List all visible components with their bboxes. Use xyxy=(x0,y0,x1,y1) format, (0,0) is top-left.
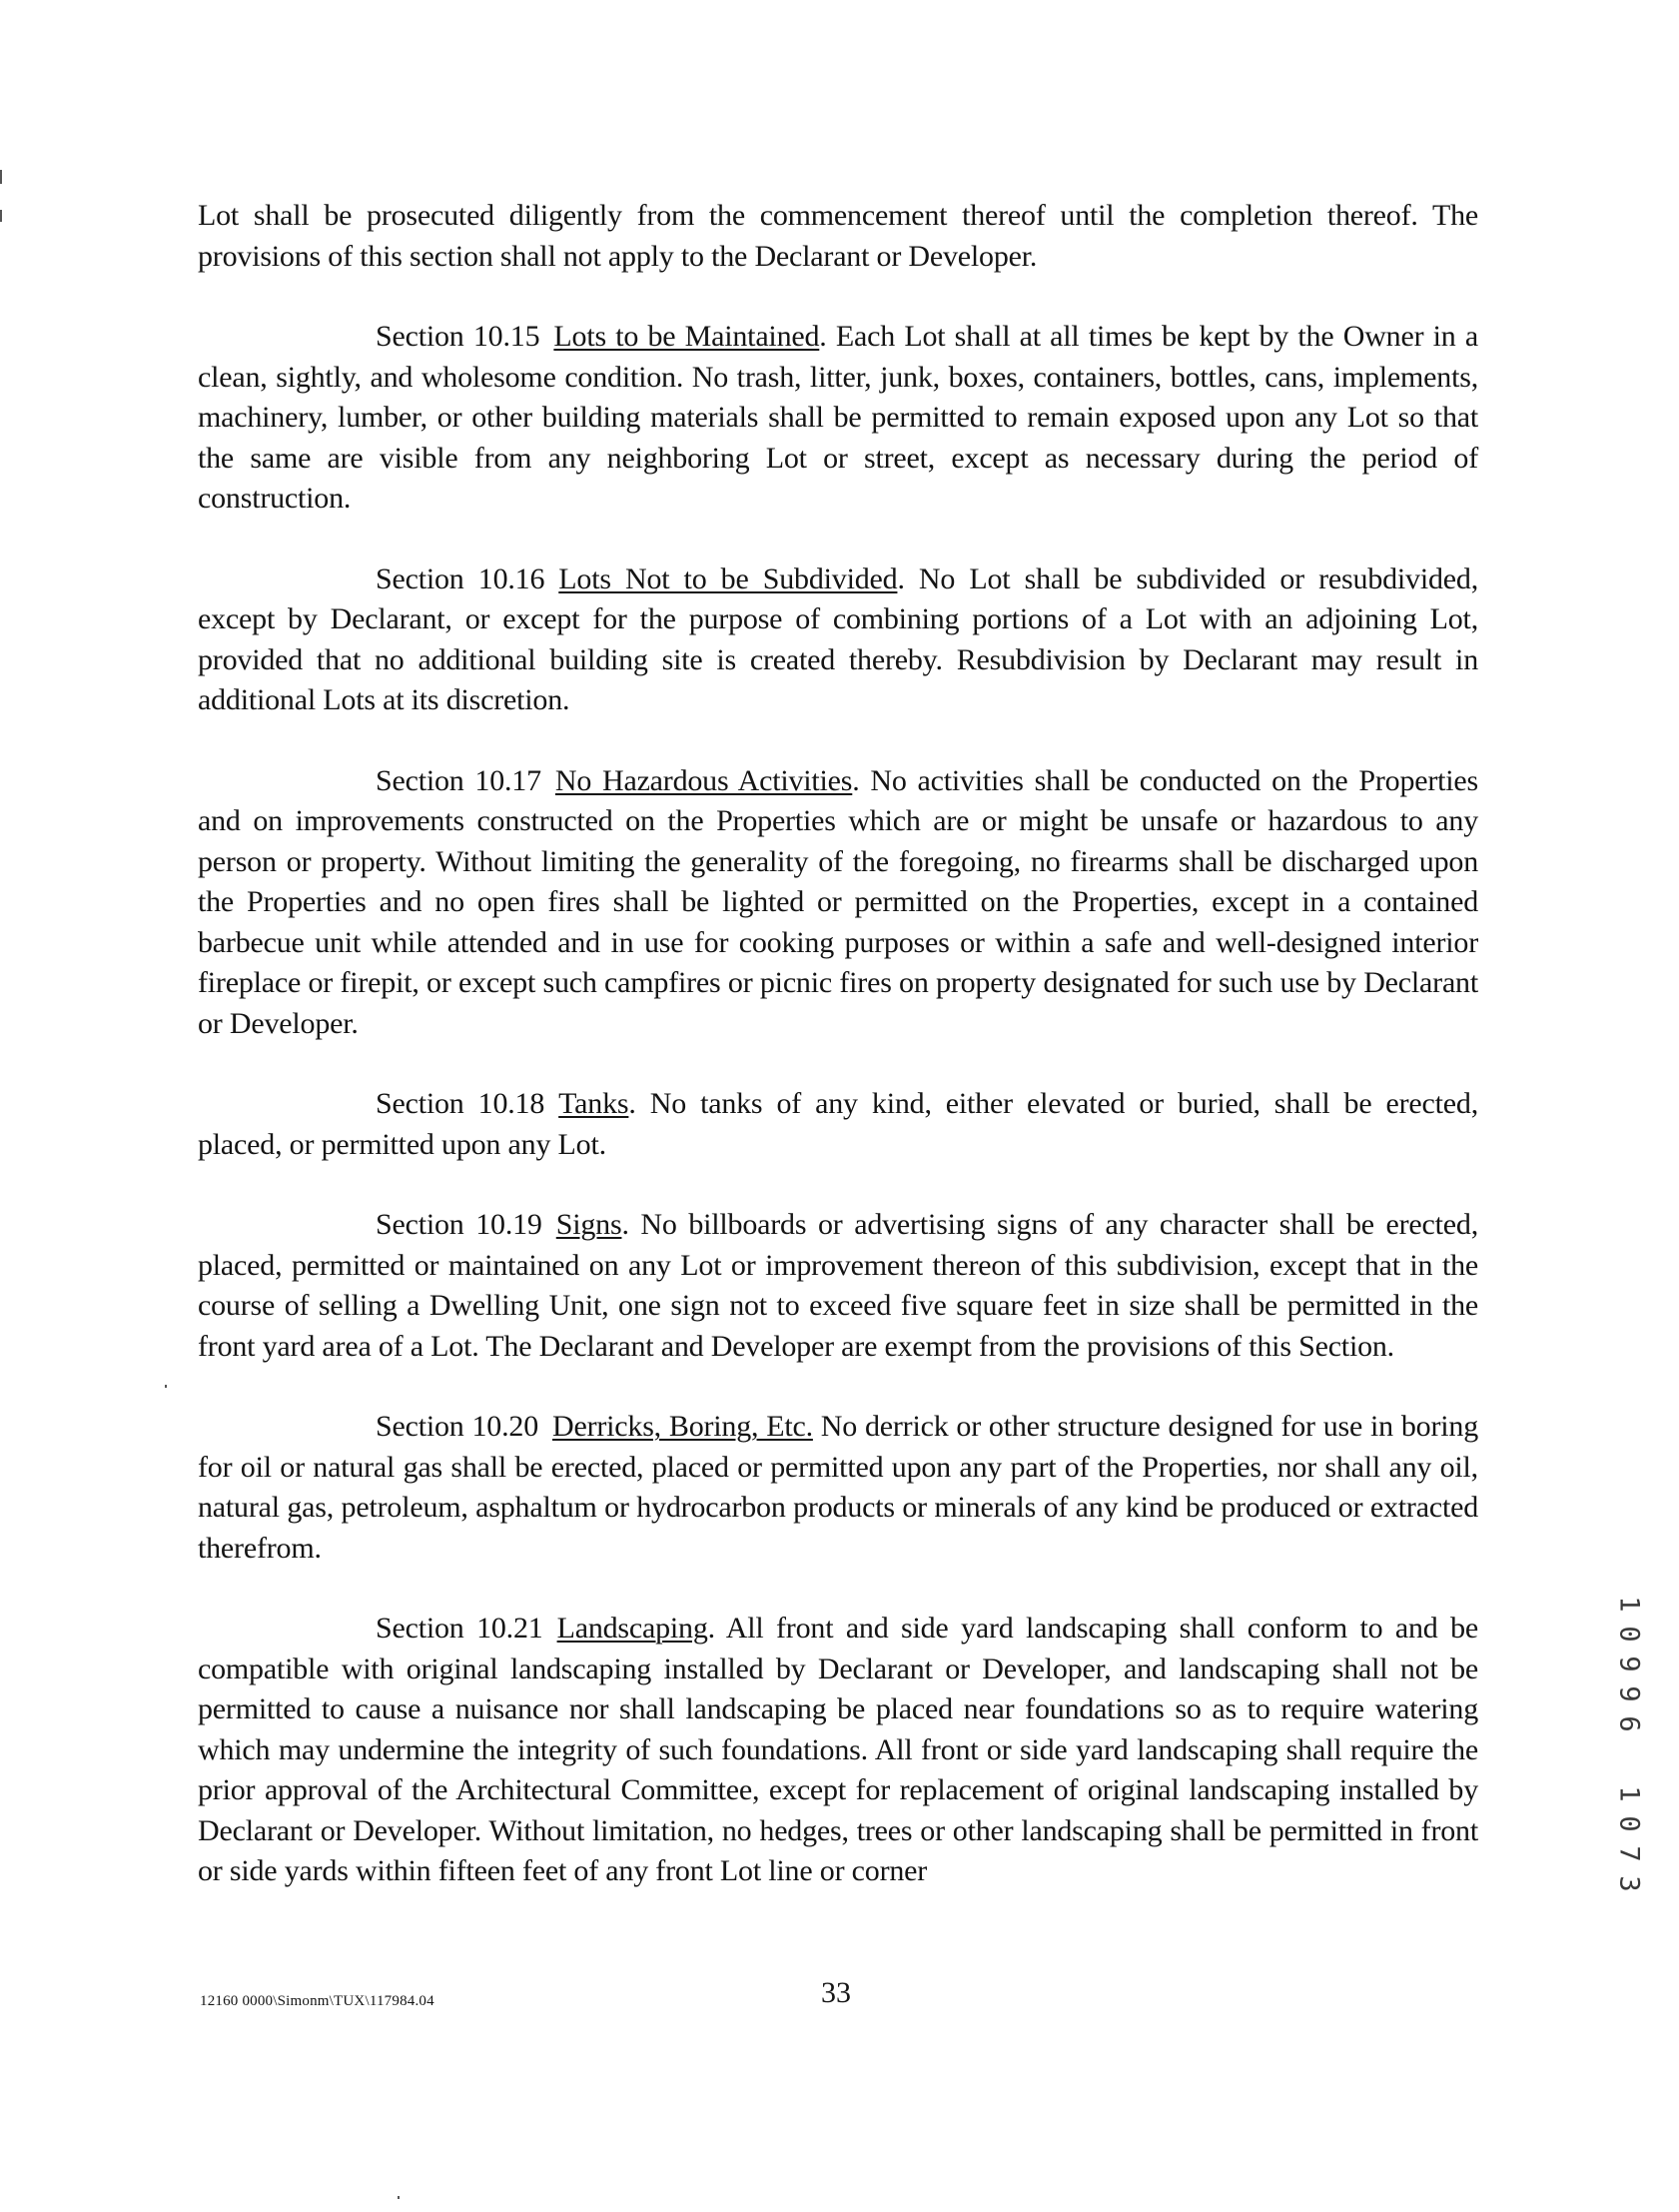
stamp-digit: 6 xyxy=(1613,1715,1645,1732)
stamp-digit: 1 xyxy=(1613,1596,1645,1613)
page-number: 33 xyxy=(821,1976,851,2009)
stamp-digit: 0 xyxy=(1613,1815,1645,1832)
paragraph-text: . No tanks of any kind, either elevated or buried, shall be erected, placed, or permitted upon any Lot. xyxy=(198,1087,1478,1161)
paragraph-text: Lot shall be prosecuted diligently from the commencement thereof until the completion thereof. The provisions of this section shall not apply to the Declarant or Developer. xyxy=(198,199,1478,273)
margin-recording-stamp xyxy=(1608,1589,1648,1898)
section-number: Section 10.20 xyxy=(376,1410,538,1443)
section-title: No Hazardous Activities xyxy=(554,763,853,797)
section-10-19-paragraph xyxy=(198,1205,1478,1367)
section-number: Section 10.15 xyxy=(376,320,540,353)
scan-mark xyxy=(0,210,2,222)
section-number: Section 10.19 xyxy=(376,1208,542,1241)
section-title: Derricks, Boring, Etc. xyxy=(552,1410,813,1443)
section-title: Tanks xyxy=(558,1087,629,1120)
stamp-digit: 9 xyxy=(1613,1685,1645,1702)
footer-file-path: 12160 0000\Simonm\TUX\117984.04 xyxy=(200,1993,434,2009)
paragraph-text: . No billboards or advertising signs of any character shall be erected, placed, permitted or maintained on any Lot or improvement thereon of this subdivision, except that in the course of selling a Dwelling Unit, one sign not to exceed five square feet in size shall be permitted in the front yard area of a Lot. The Declarant and Developer are exempt from the provisions of this Section. xyxy=(198,1208,1479,1363)
section-title: Lots to be Maintained xyxy=(553,320,820,353)
section-title: Landscaping xyxy=(556,1612,708,1645)
section-10-16-paragraph xyxy=(198,559,1478,721)
scan-mark xyxy=(398,2196,400,2199)
section-10-20-paragraph xyxy=(198,1407,1478,1569)
paragraph-text: No derrick or other structure designed for use in boring for oil or natural gas shall be erected, placed or permitted upon any part of the Properties, nor shall any oil, natural gas, petroleum, asphaltum or hydrocarbon products or minerals of any kind be produced or extracted therefrom. xyxy=(198,1410,1478,1565)
scan-mark xyxy=(0,170,2,184)
section-number: Section 10.18 xyxy=(376,1087,545,1120)
scan-mark xyxy=(165,1385,167,1388)
paragraph-text: . No activities shall be conducted on the Properties and on improvements constructed on the Properties which are or might be unsafe or hazardous to any person or property. Without limiting the generality of the foregoing, no firearms shall be discharged upon the Properties and no open fires shall be lighted or permitted on the Properties, except in a contained barbecue unit while attended and in use for cooking purposes or within a safe and well-designed interior fireplace or firepit, or except such campfires or picnic fires on property designated for such use by Declarant or Developer. xyxy=(198,763,1479,1040)
stamp-digit: 9 xyxy=(1613,1656,1645,1672)
paragraph-text: . Each Lot shall at all times be kept by the Owner in a clean, sightly, and wholesome condition. No trash, litter, junk, boxes, containers, bottles, cans, implements, machinery, lumber, or other building materials shall be permitted to remain exposed upon any Lot so that the same are visible from any neighboring Lot or street, except as necessary during the period of construction. xyxy=(198,320,1478,515)
section-10-15-paragraph xyxy=(198,317,1478,520)
section-10-17-paragraph xyxy=(198,761,1478,1045)
section-number: Section 10.21 xyxy=(376,1612,543,1645)
section-10-18-paragraph xyxy=(198,1084,1478,1165)
section-number: Section 10.17 xyxy=(376,763,541,797)
stamp-digit: 1 xyxy=(1613,1785,1645,1802)
section-10-21-paragraph xyxy=(198,1609,1478,1892)
stamp-digit: 3 xyxy=(1613,1875,1645,1892)
document-body xyxy=(198,196,1478,1932)
continuation-paragraph xyxy=(198,196,1478,277)
section-number: Section 10.16 xyxy=(376,561,545,595)
paragraph-text: . All front and side yard landscaping shall conform to and be compatible with original landscaping installed by Declarant or Developer, and landscaping shall not be permitted to cause a nuisance nor shall landscaping be placed near foundations so as to require watering which may undermine the integrity of such foundations. All front or side yard landscaping shall require the prior approval of the Architectural Committee, except for replacement of original landscaping installed by Declarant or Developer. Without limitation, no hedges, trees or other landscaping shall be permitted in front or side yards within fifteen feet of any front Lot line or corner xyxy=(198,1612,1478,1887)
stamp-digit: 7 xyxy=(1613,1845,1645,1862)
paragraph-text: . No Lot shall be subdivided or resubdivided, except by Declarant, or except for the purpose of combining portions of a Lot with an adjoining Lot, provided that no additional building site is created thereby. Resubdivision by Declarant may result in additional Lots at its discretion. xyxy=(198,561,1478,716)
stamp-digit: 0 xyxy=(1613,1626,1645,1643)
section-title: Signs xyxy=(555,1208,622,1241)
section-title: Lots Not to be Subdivided xyxy=(558,561,898,595)
